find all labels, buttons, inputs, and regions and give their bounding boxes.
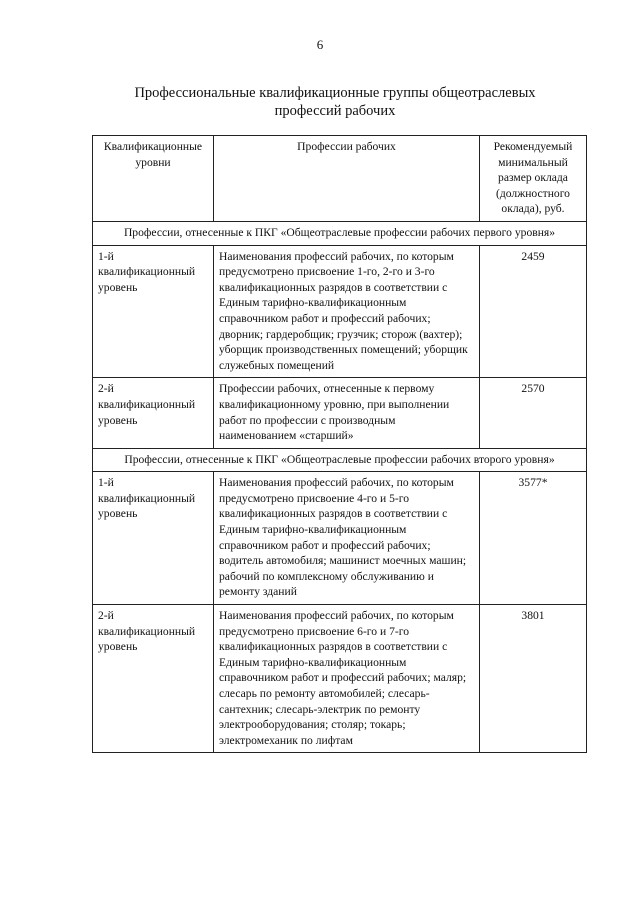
professions-cell: Наименования профессий рабочих, по которым предусмотрено присвоение 6-го и 7-го квалификационных разрядов в соответствии с Единым тарифно-квалификационным справочником работ и профессий рабочих; маляр; слесарь по ремонту автомобилей; слесарь-сантехник; слесарь-электрик по ремонту электрооборудования; столяр; токарь; электромеханик по лифтам — [214, 605, 480, 753]
professions-cell: Наименования профессий рабочих, по которым предусмотрено присвоение 1-го, 2-го и 3-го квалификационных разрядов в соответствии с Единым тарифно-квалификационным справочником работ и профессий рабочих; дворник; гардеробщик; грузчик; сторож (вахтер); уборщик производственных помещений; уборщик служебных помещений — [214, 245, 480, 378]
table-row — [93, 605, 587, 753]
header-salary: Рекомендуемый минимальный размер оклада (должностного оклада), руб. — [480, 136, 587, 222]
section-row — [93, 221, 587, 245]
header-professions: Профессии рабочих — [214, 136, 480, 222]
section-title-first-level: Профессии, отнесенные к ПКГ «Общеотраслевые профессии рабочих первого уровня» — [93, 221, 587, 245]
salary-table — [92, 135, 587, 753]
professions-cell: Профессии рабочих, отнесенные к первому квалификационному уровню, при выполнении работ по профессии с производным наименованием «старший» — [214, 378, 480, 448]
page-number: 6 — [316, 37, 324, 52]
salary-cell: 3801 — [480, 605, 587, 753]
level-cell: 1-й квалификационный уровень — [93, 472, 214, 605]
level-cell: 2-й квалификационный уровень — [93, 605, 214, 753]
table-header-row — [93, 136, 587, 222]
title-line-1: Профессиональные квалификационные группы общеотраслевых — [134, 85, 536, 101]
salary-cell: 2459 — [480, 245, 587, 378]
salary-cell: 2570 — [480, 378, 587, 448]
title-line-2: профессий рабочих — [274, 103, 396, 119]
table-row — [93, 378, 587, 448]
professions-cell: Наименования профессий рабочих, по которым предусмотрено присвоение 4-го и 5-го квалификационных разрядов в соответствии с Единым тарифно-квалификационным справочником работ и профессий рабочих; водитель автомобиля; машинист моечных машин; рабочий по комплексному обслуживанию и ремонту зданий — [214, 472, 480, 605]
level-cell: 2-й квалификационный уровень — [93, 378, 214, 448]
document-title — [95, 84, 575, 120]
section-row — [93, 448, 587, 472]
level-cell: 1-й квалификационный уровень — [93, 245, 214, 378]
section-title-second-level: Профессии, отнесенные к ПКГ «Общеотраслевые профессии рабочих второго уровня» — [93, 448, 587, 472]
table-row — [93, 472, 587, 605]
header-levels: Квалификационные уровни — [93, 136, 214, 222]
table-row — [93, 245, 587, 378]
salary-cell: 3577* — [480, 472, 587, 605]
